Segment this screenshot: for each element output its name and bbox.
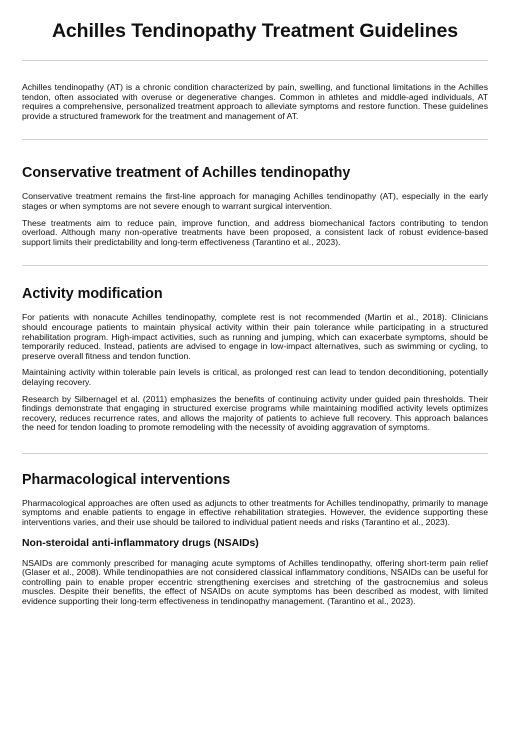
section-divider [22,139,488,140]
section-divider [22,265,488,266]
section-paragraph: Pharmacological approaches are often used as adjuncts to other treatments for Achilles tendinopathy, primarily to manage symptoms and enable patients to engage in effective rehabilitation strategies. However, the evidence supporting these interventions varies, and their use should be tailored to individual patient needs and risks (Tarantino et al., 2023). [22,497,488,528]
section-paragraph: Conservative treatment remains the first-line approach for managing Achilles tendinopathy (AT), especially in the early stages or when symptoms are not severe enough to warrant surgical intervention. [22,191,488,211]
section-paragraph: For patients with nonacute Achilles tendinopathy, complete rest is not recommended (Martin et al., 2018). Clinicians should encourage patients to maintain physical activity within their pain tolerance while participating in a structured rehabilitation program. High-impact activities, such as running and jumping, which can exacerbate symptoms, should be temporarily reduced. Instead, patients are advised to engage in low-impact alternatives, such as swimming or cycling, to preserve overall fitness and tendon function. [22,312,488,361]
document-title: Achilles Tendinopathy Treatment Guidelines [51,20,459,42]
section-paragraph: Research by Silbernagel et al. (2011) emphasizes the benefits of continuing activity under guided pain thresholds. Their findings demonstrate that engaging in structured exercise programs while maintaining modified activity levels optimizes recovery, reduces recurrence rates, and allows the majority of patients to achieve full recovery. This approach balances the need for tendon loading to promote remodeling with the necessity of avoiding aggravation of symptoms. [22,393,488,433]
section-heading-conservative-treatment: Conservative treatment of Achilles tendinopathy [22,165,351,182]
title-divider [22,60,488,61]
subsection-paragraph: NSAIDs are commonly prescribed for managing acute symptoms of Achilles tendinopathy, offering short-term pain relief (Glaser et al., 2008). While tendinopathies are not considered classical inflammatory conditions, NSAIDs can be useful for controlling pain to enable proper eccentric strengthening exercises and stretching of the gastrocnemius and soleus muscles. Despite their benefits, the effect of NSAIDs on acute symptoms has been described as modest, with limited evidence supporting their long-term effectiveness in tendinopathy management. (Tarantino et al., 2023). [22,557,488,607]
section-divider [22,453,488,454]
subsection-heading-nsaids: Non-steroidal anti-inflammatory drugs (NSAIDs) [22,537,259,549]
section-paragraph: Maintaining activity within tolerable pain levels is critical, as prolonged rest can lead to tendon deconditioning, potentially delaying recovery. [22,367,488,387]
section-paragraph: These treatments aim to reduce pain, improve function, and address biomechanical factors contributing to tendon overload. Although many non-operative treatments have been proposed, a consistent lack of robust evidence-based support limits their predictability and long-term effectiveness (Tarantino et al., 2023). [22,217,488,247]
section-heading-activity-modification: Activity modification [22,286,163,303]
section-heading-pharmacological-interventions: Pharmacological interventions [22,471,231,488]
intro-paragraph: Achilles tendinopathy (AT) is a chronic condition characterized by pain, swelling, and functional limitations in the Achilles tendon, often associated with overuse or degenerative changes. Common in athletes and middle-aged individuals, AT requires a comprehensive, personalized treatment approach to alleviate symptoms and restore function. These guidelines provide a structured framework for the treatment and management of AT. [22,82,488,121]
